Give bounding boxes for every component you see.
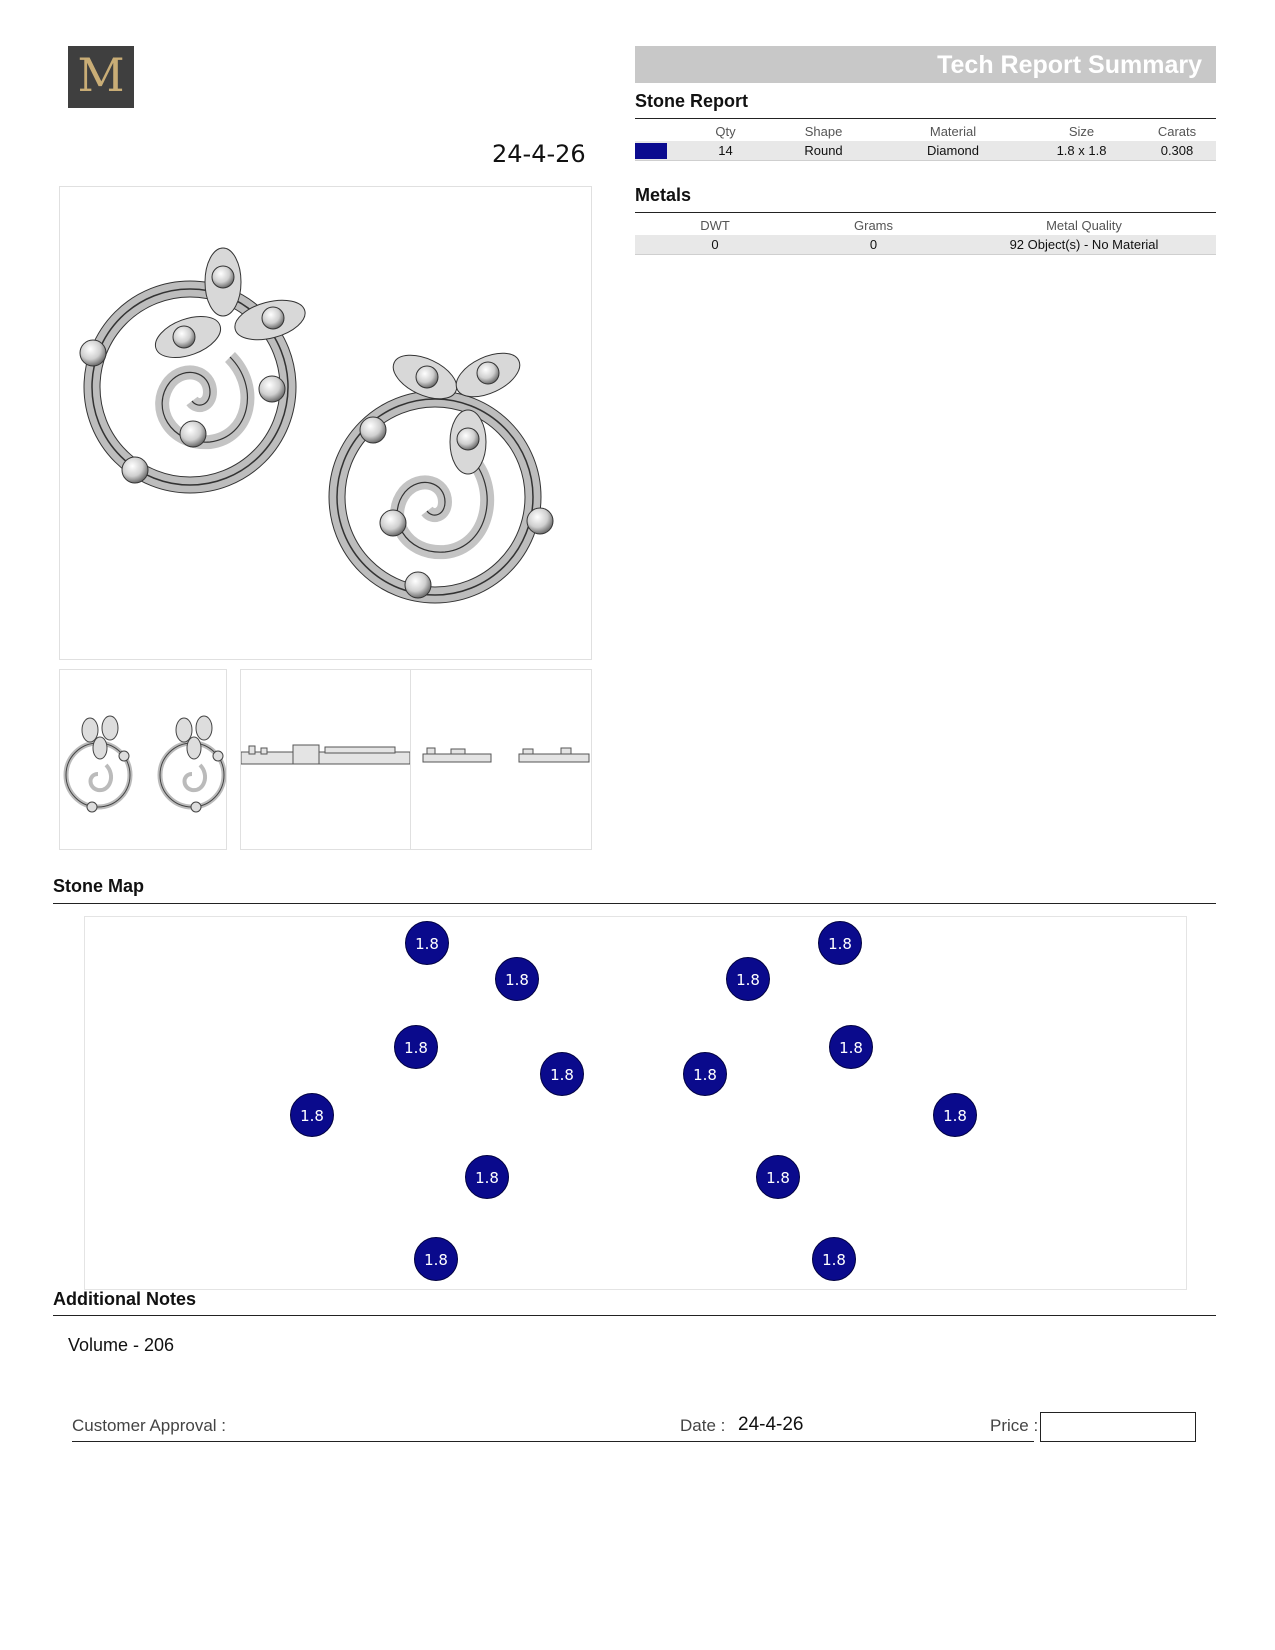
notes-rule: [53, 1315, 1216, 1316]
top-view-render: [411, 670, 591, 849]
column-header: Qty: [715, 123, 736, 139]
stone-marker: 1.8: [495, 957, 539, 1001]
stone-marker: 1.8: [933, 1093, 977, 1137]
stone-report-table: [635, 121, 1216, 161]
column-header: Grams: [854, 217, 893, 233]
qty-cell: 14: [685, 141, 766, 161]
metal-quality-cell: 92 Object(s) - No Material: [952, 235, 1216, 255]
stone-marker: 1.8: [829, 1025, 873, 1069]
main-render-image: [59, 186, 592, 660]
stone-marker: 1.8: [756, 1155, 800, 1199]
column-header: Carats: [1157, 123, 1197, 139]
price-label: Price :: [990, 1416, 1039, 1435]
stone-marker: 1.8: [405, 921, 449, 965]
right-earring: [329, 344, 553, 603]
table-row: [635, 235, 1216, 255]
stone-marker: 1.8: [394, 1025, 438, 1069]
date-label: Date :: [680, 1416, 726, 1435]
customer-approval-label: Customer Approval :: [72, 1416, 227, 1435]
stone-marker: 1.8: [683, 1052, 727, 1096]
thumbnail-front-view: [59, 669, 227, 850]
column-header: Metal Quality: [1046, 217, 1122, 233]
material-cell: Diamond: [881, 141, 1025, 161]
stone-report-title: Stone Report: [635, 91, 749, 111]
shape-cell: Round: [766, 141, 881, 161]
stone-marker: 1.8: [726, 957, 770, 1001]
front-view-render: [60, 670, 226, 849]
company-logo: [68, 46, 134, 108]
dwt-cell: 0: [635, 235, 795, 255]
metals-header-row: [635, 215, 1216, 235]
stone-map-rule: [53, 903, 1216, 904]
price-field[interactable]: [1040, 1412, 1196, 1442]
stone-color-swatch: [635, 143, 667, 159]
left-earring: [80, 248, 309, 493]
stone-marker: 1.8: [818, 921, 862, 965]
logo-letter: M: [77, 48, 125, 102]
side-view-render: [241, 670, 410, 849]
approval-date: 24-4-26: [738, 1414, 804, 1435]
approval-line: [72, 1441, 1034, 1442]
stone-report-header-row: [635, 121, 1216, 141]
stone-marker: 1.8: [414, 1237, 458, 1281]
metals-table: [635, 215, 1216, 255]
metals-title: Metals: [635, 185, 692, 205]
metals-rule: [635, 212, 1216, 213]
stone-marker: 1.8: [540, 1052, 584, 1096]
stone-map-title: Stone Map: [53, 876, 145, 896]
column-header: Material: [929, 123, 977, 139]
color-header: [635, 121, 685, 141]
thumbnail-top-view: [410, 669, 592, 850]
page-title: Tech Report Summary: [937, 51, 1202, 79]
report-date: 24-4-26: [492, 140, 586, 168]
stone-marker: 1.8: [290, 1093, 334, 1137]
grams-cell: 0: [795, 235, 952, 255]
column-header: DWT: [700, 217, 730, 233]
size-cell: 1.8 x 1.8: [1025, 141, 1138, 161]
column-header: Shape: [804, 123, 843, 139]
earrings-render: [60, 187, 591, 659]
table-row: [635, 141, 1216, 161]
volume-note: Volume - 206: [68, 1335, 175, 1355]
stone-map: [84, 916, 1187, 1290]
stone-marker: 1.8: [465, 1155, 509, 1199]
stone-marker: 1.8: [812, 1237, 856, 1281]
thumbnail-side-view: [240, 669, 411, 850]
stone-report-rule: [635, 118, 1216, 119]
additional-notes-title: Additional Notes: [53, 1289, 196, 1309]
carats-cell: 0.308: [1138, 141, 1216, 161]
header-bar: [635, 46, 1216, 83]
column-header: Size: [1068, 123, 1095, 139]
